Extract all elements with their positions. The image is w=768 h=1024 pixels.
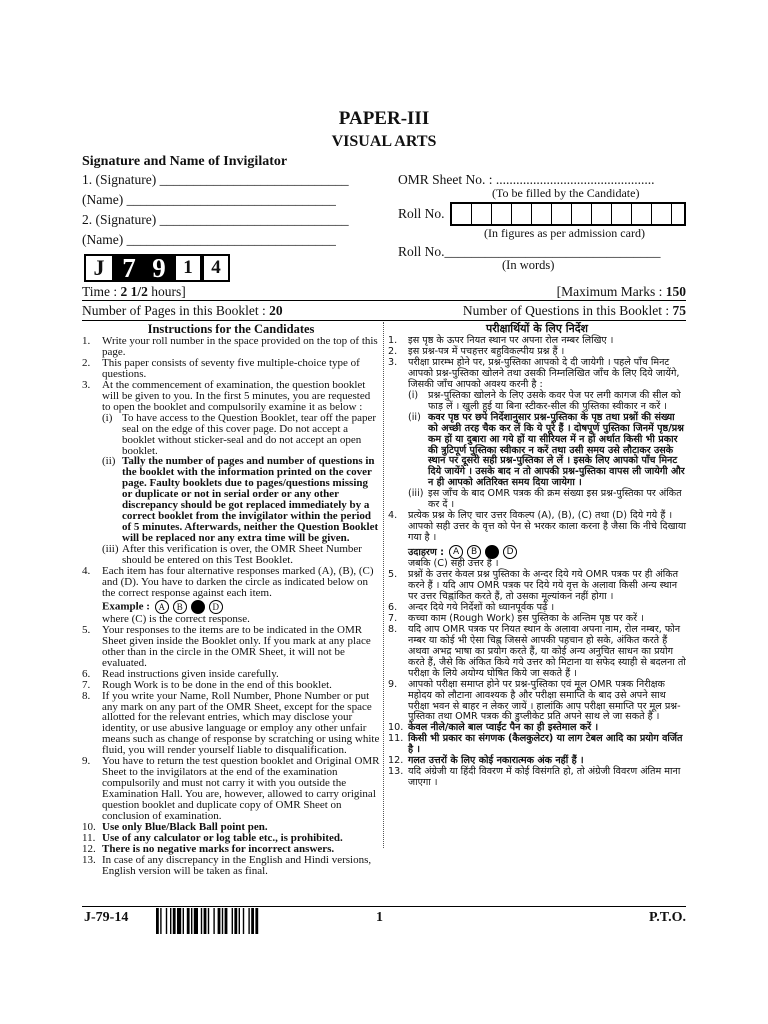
pto-label: P.T.O. xyxy=(649,910,686,925)
list-item: 11. Use of any calculator or log table etc., is prohibited. xyxy=(82,831,343,844)
sub-item: (i) To have access to the Question Booklet, tear off the paper seal on the edge of this cover page. Do not accept a booklet without sticker-seal and do not accept an open booklet. xyxy=(102,411,377,457)
list-item: 11. किसी भी प्रकार का संगणक (कैलकुलेटर) या लाग टेबल आदि का प्रयोग वर्जित है । xyxy=(388,733,683,756)
option-c-filled-circle xyxy=(485,545,499,559)
questions-count: Number of Questions in this Booklet : 75 xyxy=(462,303,686,318)
footer-code: J-79-14 xyxy=(84,910,129,925)
rule-top xyxy=(82,300,686,301)
time-line: Time : 2 1/2 hours] xyxy=(82,284,186,299)
list-item: 4. प्रत्येक प्रश्न के लिए चार उत्तर विकल्प (A), (B), (C) तथा (D) दिये गये हैं । आपको सही उत्तर के वृत्त को पेन से भरकर काला करना है जैसा कि नीचे दिखाया गया है । उदाहरण : A B D जबकि (C) सही उत्तर है । xyxy=(388,510,686,570)
invigilator-signature-2[interactable]: 2. (Signature) ____________________________ xyxy=(82,212,349,227)
list-item: 5. प्रश्नों के उत्तर केवल प्रश्न पुस्तिका के अन्दर दिये गये OMR पत्रक पर ही अंकित करने हैं । यदि आप OMR पत्रक पर दिये गये वृत्त के अलावा किसी अन्य स्थान पर उत्तर चिह्नांकित करते हैं, तो उसका मूल्यांकन नहीं होगा । xyxy=(388,569,679,602)
list-item: 7. कच्चा काम (Rough Work) इस पुस्तिका के अन्तिम पृष्ठ पर करें । xyxy=(388,612,644,624)
roll-no-words-field[interactable]: Roll No.________________________________ xyxy=(398,244,661,259)
list-item: 13. In case of any discrepancy in the English and Hindi versions, English version will be taken as final. xyxy=(82,853,372,877)
sub-item: (ii) कवर पृष्ठ पर छपे निर्देशानुसार प्रश्न-पुस्तिका के पृष्ठ तथा प्रश्नों की संख्या को अच्छी तरह चैक कर लें कि ये पूरे हैं । दोषपूर्ण पुस्तिका जिनमें पृष्ठ/प्रश्न कम हों या दुबारा आ गये हों या सीरियल में न हों अर्थात किसी भी प्रकार की त्रुटिपूर्ण पुस्तिका स्वीकार न करें तथा उसी समय उसे लौटाकर उसके स्थान पर दूसरी सही प्रश्न-पुस्तिका ले लें । इसके लिए आपको पाँच मिनट दिये जायेंगे । उसके बाद न तो आपकी प्रश्न-पुस्तिका वापस ली जायेगी और न ही आपको अतिरिक्त समय दिया जायेगा । xyxy=(408,411,685,489)
words-note: (In words) xyxy=(502,258,555,272)
list-item: 1. Write your roll number in the space provided on the top of this page. xyxy=(82,335,378,358)
list-item: 1. इस पृष्ठ के ऊपर नियत स्थान पर अपना रोल नम्बर लिखिए । xyxy=(388,335,614,346)
option-b-circle: B xyxy=(467,545,481,559)
invigilator-heading: Signature and Name of Invigilator xyxy=(82,154,288,169)
hindi-heading: परीक्षार्थियों के लिए निर्देश xyxy=(485,322,589,335)
paper-code-letter: J xyxy=(84,254,114,282)
option-a-circle: A xyxy=(155,600,169,614)
option-d-circle: D xyxy=(503,545,517,559)
sub-item: (ii) Tally the number of pages and number of questions in the booklet with the information printed on the cover page. Faulty booklets due to pages/questions missing or duplicate or not in serial order or any other discrepancy should be got replaced immediately by a correct booklet from the invigilator within the period of 5 minutes. Afterwards, neither the Question Booklet will be replaced nor any extra time will be given. xyxy=(102,455,379,545)
paper-code xyxy=(84,254,230,282)
list-item: 10. Use only Blue/Black Ball point pen. xyxy=(82,820,268,833)
list-item: 10. केवल नीले/काले बाल प्वाईंट पैन का ही इस्तेमाल करें । xyxy=(388,722,599,734)
example-note: where (C) is the correct response. xyxy=(102,612,250,625)
roll-no-boxes[interactable] xyxy=(450,202,686,226)
roll-no-label: Roll No. xyxy=(398,206,445,221)
list-item: 9. आपको परीक्षा समाप्त होने पर प्रश्न-पुस्तिका एवं मूल OMR पत्रक निरीक्षक महोदय को लौटाना आवश्यक है और परीक्षा समाप्ति के बाद उसे अपने साथ परीक्षा भवन से बाहर न लेकर जायें । हालांकि आप परीक्षा समाप्ति पर मूल प्रश्न-पुस्तिका तथा OMR पत्रक की डुप्लीकेट प्रति अपने साथ ले जा सकते हैं । xyxy=(388,678,681,723)
option-a-circle: A xyxy=(449,545,463,559)
list-item: 6. अन्दर दिये गये निर्देशों को ध्यानपूर्वक पढ़ें । xyxy=(388,601,555,613)
list-item: 4. Each item has four alternative responses marked (A), (B), (C) and (D). You have to darken the circle as indicated below on the correct response against each item. Example : A B D where (C) is the correct response. xyxy=(82,566,380,625)
invigilator-signature-1[interactable]: 1. (Signature) ____________________________ xyxy=(82,172,349,187)
hindi-instructions xyxy=(388,322,686,789)
sub-item: (iii) इस जाँच के बाद OMR पत्रक की क्रम संख्या इस प्रश्न-पुस्तिका पर अंकित कर दें । xyxy=(408,488,682,511)
list-item: 7. Rough Work is to be done in the end of this booklet. xyxy=(82,678,332,691)
max-marks: [Maximum Marks : 150 xyxy=(556,284,686,299)
sub-item: (iii) After this verification is over, the OMR Sheet Number should be entered on this Test Booklet. xyxy=(102,543,362,567)
list-item: 12. There is no negative marks for incorrect answers. xyxy=(82,842,335,855)
list-item: 6. Read instructions given inside carefully. xyxy=(82,667,279,680)
list-item: 2. This paper consists of seventy five multiple-choice type of questions. xyxy=(82,356,360,380)
option-d-circle: D xyxy=(209,600,223,614)
example-note: जबकि (C) सही उत्तर है । xyxy=(408,558,499,570)
paper-code-suffix-1: 1 xyxy=(174,254,202,282)
english-heading: Instructions for the Candidates xyxy=(147,322,315,336)
example-row: उदाहरण : A B D xyxy=(408,545,686,559)
rule-bottom xyxy=(82,320,686,321)
sub-item: (i) प्रश्न-पुस्तिका खोलने के लिए उसके कवर पेज पर लगी कागज की सील को फाड़ लें । खुली हुई या बिना स्टीकर-सील की पुस्तिका स्वीकार न करें । xyxy=(408,389,681,412)
option-b-circle: B xyxy=(173,600,187,614)
list-item: 2. इस प्रश्न-पत्र में पचहत्तर बहुविकल्पीय प्रश्न हैं । xyxy=(388,345,565,357)
example-row: Example : A B D xyxy=(102,600,380,614)
list-item: 5. Your responses to the items are to be indicated in the OMR Sheet given inside the Booklet only. If you mark at any place other than in the circle in the OMR Sheet, it will not be evaluated. xyxy=(82,623,371,669)
invigilator-name-1[interactable]: (Name) _______________________________ xyxy=(82,192,336,207)
omr-sheet-no-field[interactable]: OMR Sheet No. : ............................................... xyxy=(398,172,655,187)
paper-code-digit-1: 7 xyxy=(114,254,144,282)
column-divider xyxy=(383,322,384,848)
invigilator-name-2[interactable]: (Name) _______________________________ xyxy=(82,232,336,247)
english-instructions xyxy=(82,322,380,877)
footer-rule xyxy=(82,906,686,907)
list-item: 8. यदि आप OMR पत्रक पर नियत स्थान के अलावा अपना नाम, रोल नम्बर, फोन नम्बर या कोई भी ऐसा चिह्न जिससे आपकी पहचान हो सके, अंकित करते हैं अथवा अभद्र भाषा का प्रयोग करते हैं, या कोई अन्य अनुचित साधन का प्रयोग करते हैं, जैसे कि अंकित किये गये उत्तर को मिटाना या सफेद स्याही से बदलना तो परीक्षा के लिये अयोग्य घोषित किये जा सकते हैं । xyxy=(388,623,686,679)
subject-title: VISUAL ARTS xyxy=(331,133,437,150)
list-item: 8. If you write your Name, Roll Number, Phone Number or put any mark on any part of the OMR Sheet, except for the space allotted for the relevant entries, which may disclose your identity, or use abusive language or employ any other unfair means such as change of response by scratching or using white fluid, you will render yourself liable to disqualification. xyxy=(82,689,380,757)
option-c-filled-circle xyxy=(191,600,205,614)
list-item: 12. गलत उत्तरों के लिए कोई नकारात्मक अंक नहीं हैं । xyxy=(388,755,584,767)
barcode-icon xyxy=(156,908,294,934)
pages-count: Number of Pages in this Booklet : 20 xyxy=(82,303,283,318)
paper-title: PAPER-III xyxy=(338,108,430,129)
paper-code-digit-2: 9 xyxy=(144,254,174,282)
roll-note: (In figures as per admission card) xyxy=(484,226,645,240)
list-item: 3. परीक्षा प्रारम्भ होने पर, प्रश्न-पुस्तिका आपको दे दी जायेगी । पहले पाँच मिनट आपको प्रश्न-पुस्तिका खोलने तथा उसकी निम्नलिखित जाँच के लिए दिये जायेंगे, जिसकी जाँच आपको अवश्य करनी है : (i) प्रश्न-पुस्तिका खोलने के लिए उसके कवर पेज पर लगी कागज की सील को फाड़ लें । खुली हुई या बिना स्टीकर-सील की पुस्तिका स्वीकार न करें । (ii) कवर पृष्ठ पर छपे निर्देशानुसार प्रश्न-पुस्तिका के पृष्ठ तथा प्रश्नों की संख्या को अच्छी तरह चैक कर लें कि ये पूरे हैं । दोषपूर्ण पुस्तिका जिनमें पृष्ठ/प्रश्न कम हों या दुबारा आ गये हों या सीरियल में न हों अर्थात किसी भी प्रकार की त्रुटिपूर्ण पुस्तिका स्वीकार न करें तथा उसी समय उसे लौटाकर उसके स्थान पर दूसरी सही प्रश्न-पुस्तिका ले लें । इसके लिए आपको पाँच मिनट दिये जायेंगे । उसके बाद न तो आपकी प्रश्न-पुस्तिका वापस ली जायेगी और न ही आपको अतिरिक्त समय दिया जायेगा । (iii) इस जाँच के बाद OMR पत्रक की क्रम संख्या इस प्रश्न-पुस्तिका पर अंकित कर दें । xyxy=(388,356,685,511)
omr-note: (To be filled by the Candidate) xyxy=(492,186,640,200)
paper-code-suffix-2: 4 xyxy=(202,254,230,282)
page-number: 1 xyxy=(376,910,383,925)
list-item: 3. At the commencement of examination, the question booklet will be given to you. In the first 5 minutes, you are requested to open the booklet and compulsorily examine it as below : (i) To have access to the Question Booklet, tear off the paper seal on the edge of this cover page. Do not accept a booklet without sticker-seal and do not accept an open booklet. (ii) Tally the number of pages and number of questions in the booklet with the information printed on the cover page. Faulty booklets due to pages/questions missing or duplicate or not in serial order or any other discrepancy should be got replaced immediately by a correct booklet from the invigilator within the period of 5 minutes. Afterwards, neither the Question Booklet will be replaced nor any extra time will be given. (iii) After this verification is over, the OMR Sheet Number should be entered on this Test Booklet. xyxy=(82,378,379,567)
list-item: 13. यदि अंग्रेजी या हिंदी विवरण में कोई विसंगति हो, तो अंग्रेजी विवरण अंतिम माना जाएगा । xyxy=(388,766,681,789)
list-item: 9. You have to return the test question booklet and Original OMR Sheet to the invigilators at the end of the examination compulsorily and must not carry it with you outside the Examination Hall. You are, however, allowed to carry original question booklet and duplicate copy of OMR Sheet on conclusion of examination. xyxy=(82,755,380,823)
